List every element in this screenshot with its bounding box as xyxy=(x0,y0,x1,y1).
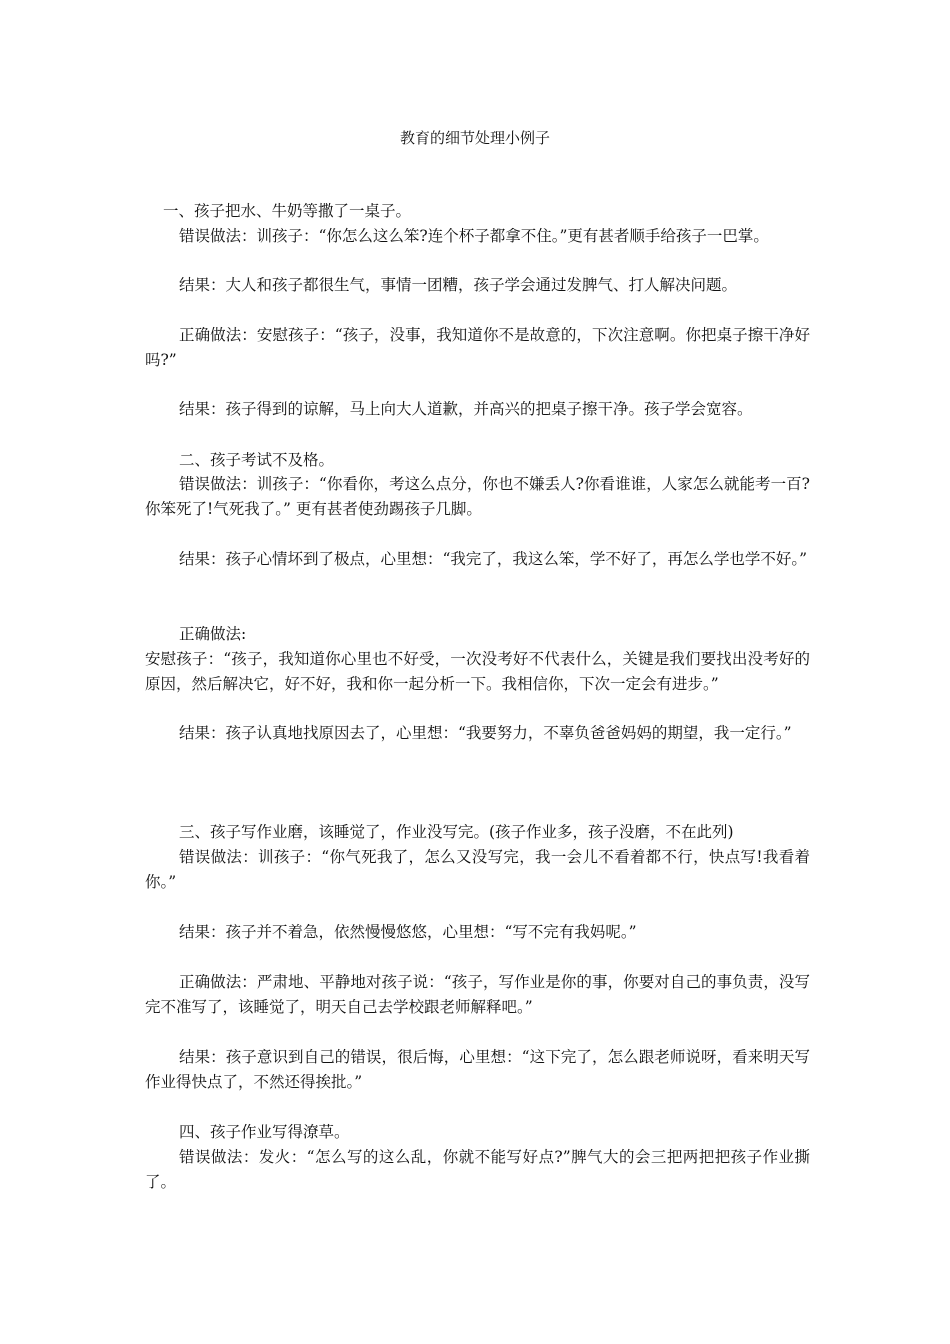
section-heading-1: 一、孩子把水、牛奶等撒了一桌子。 xyxy=(163,202,412,220)
paragraph: 结果：孩子心情坏到了极点，心里想：“我完了，我这么笨，学不好了，再怎么学也学不好。” xyxy=(179,550,808,568)
paragraph: 正确做法：安慰孩子：“孩子，没事，我知道你不是故意的，下次注意啊。你把桌子擦干净好吗?” xyxy=(145,326,810,369)
paragraph: 错误做法：训孩子：“你气死我了，怎么又没写完，我一会儿不看着都不行，快点写!我看着你。” xyxy=(145,848,810,891)
paragraph: 安慰孩子：“孩子，我知道你心里也不好受，一次没考好不代表什么，关键是我们要找出没考好的原因，然后解决它，好不好，我和你一起分析一下。我相信你，下次一定会有进步。” xyxy=(145,650,810,693)
section-heading-2: 二、孩子考试不及格。 xyxy=(179,451,335,469)
page-title: 教育的细节处理小例子 xyxy=(399,129,550,147)
paragraph: 错误做法：训孩子：“你看你，考这么点分，你也不嫌丢人?你看谁谁，人家怎么就能考一百?你笨死了!气死我了。” 更有甚者使劲踢孩子几脚。 xyxy=(145,475,810,518)
paragraph: 正确做法: xyxy=(179,625,247,643)
section-heading-4: 四、孩子作业写得潦草。 xyxy=(179,1123,350,1141)
paragraph: 结果：孩子得到的谅解，马上向大人道歉，并高兴的把桌子擦干净。孩子学会宽容。 xyxy=(179,400,753,418)
paragraph: 结果：孩子认真地找原因去了，心里想：“我要努力，不辜负爸爸妈妈的期望，我一定行。” xyxy=(179,724,792,742)
paragraph: 错误做法：发火：“怎么写的这么乱，你就不能写好点?”脾气大的会三把两把把孩子作业撕了。 xyxy=(145,1148,810,1191)
paragraph: 结果：大人和孩子都很生气，事情一团糟，孩子学会通过发脾气、打人解决问题。 xyxy=(179,276,738,294)
paragraph: 错误做法：训孩子：“你怎么这么笨?连个杯子都拿不住。”更有甚者顺手给孩子一巴掌。 xyxy=(179,227,769,245)
paragraph: 结果：孩子意识到自己的错误，很后悔，心里想：“这下完了，怎么跟老师说呀，看来明天写作业得快点了，不然还得挨批。” xyxy=(145,1048,810,1091)
paragraph: 结果：孩子并不着急，依然慢慢悠悠，心里想：“写不完有我妈呢。” xyxy=(179,923,637,941)
paragraph: 正确做法：严肃地、平静地对孩子说：“孩子，写作业是你的事，你要对自己的事负责，没写完不准写了，该睡觉了，明天自己去学校跟老师解释吧。” xyxy=(145,973,810,1016)
section-heading-3: 三、孩子写作业磨，该睡觉了，作业没写完。(孩子作业多，孩子没磨，不在此列) xyxy=(179,823,734,841)
